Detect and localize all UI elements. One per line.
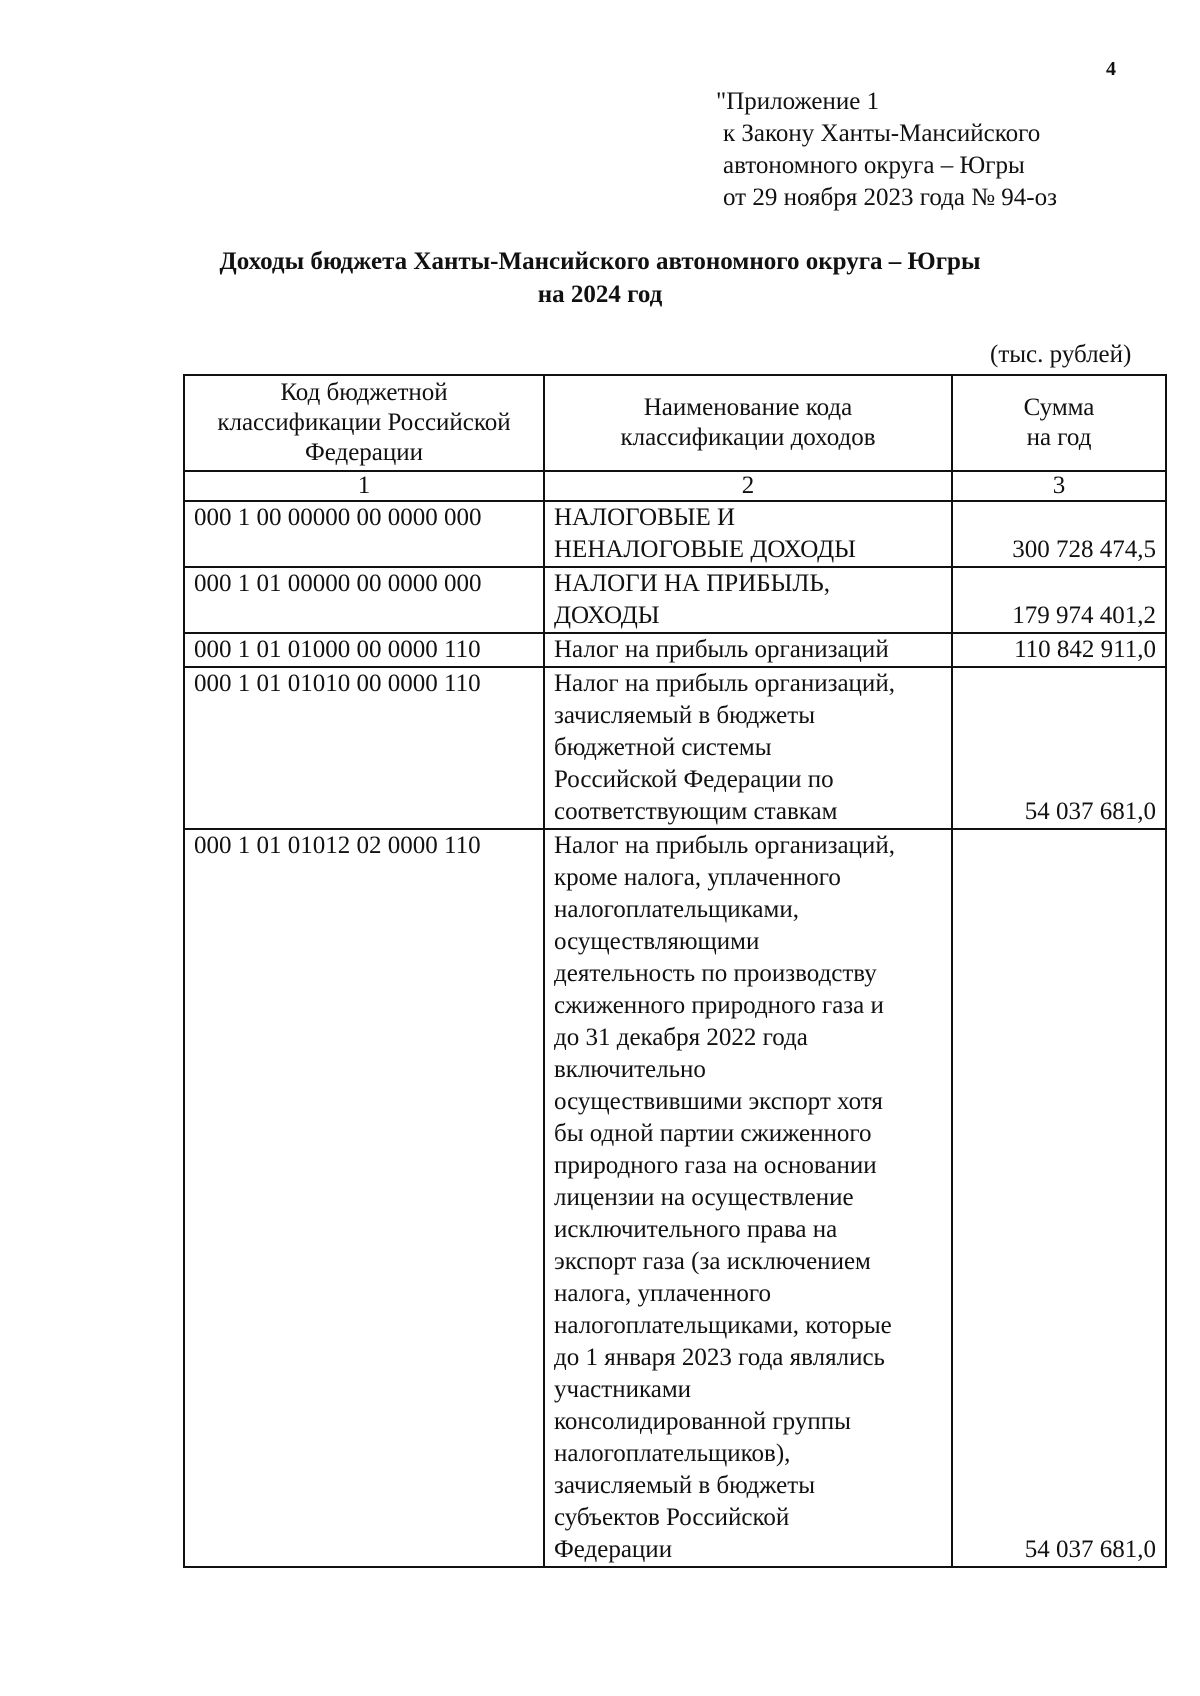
revenue-table [183, 374, 1167, 1568]
row-amount: 110 842 911,0 [952, 633, 1166, 667]
column-number-2: 2 [544, 471, 952, 501]
column-number-3: 3 [952, 471, 1166, 501]
table-row [184, 567, 1166, 633]
appendix-line-1: "Приложение 1 [716, 88, 880, 115]
row-code: 000 1 01 01010 00 0000 110 [184, 667, 544, 829]
row-amount: 300 728 474,5 [952, 501, 1166, 567]
appendix-line-3: автономного округа – Югры [723, 152, 1025, 179]
row-code: 000 1 00 00000 00 0000 000 [184, 501, 544, 567]
header-code: Код бюджетной классификации Российской Федерации [184, 375, 544, 471]
header-name: Наименование кода классификации доходов [544, 375, 952, 471]
row-name: Налог на прибыль организаций, зачисляемый в бюджеты бюджетной системы Российской Федерации по соответствующим ставкам [544, 667, 952, 829]
page-number: 4 [1106, 58, 1116, 80]
row-amount: 54 037 681,0 [952, 667, 1166, 829]
appendix-line-2: к Закону Ханты-Мансийского [723, 120, 1041, 147]
header-amount: Сумма на год [952, 375, 1166, 471]
table-row [184, 501, 1166, 567]
row-name: Налог на прибыль организаций, кроме налога, уплаченного налогоплательщиками, осуществляющими деятельность по производству сжиженного природного газа и до 31 декабря 2022 года включительно осуществившими экспорт хотя бы одной партии сжиженного природного газа на основании лицензии на осуществление исключительного права на экспорт газа (за исключением налога, уплаченного налогоплательщиками, которые до 1 января 2023 года являлись участниками консолидированной группы налогоплательщиков), зачисляемый в бюджеты субъектов Российской Федерации [544, 829, 952, 1567]
row-code: 000 1 01 01000 00 0000 110 [184, 633, 544, 667]
row-name: НАЛОГОВЫЕ И НЕНАЛОГОВЫЕ ДОХОДЫ [544, 501, 952, 567]
row-amount: 179 974 401,2 [952, 567, 1166, 633]
table-row [184, 633, 1166, 667]
appendix-line-4: от 29 ноября 2023 года № 94-оз [723, 184, 1057, 211]
row-amount: 54 037 681,0 [952, 829, 1166, 1567]
row-name: Налог на прибыль организаций [544, 633, 952, 667]
table-row [184, 829, 1166, 1567]
title-line-1: Доходы бюджета Ханты-Мансийского автономного округа – Югры [219, 248, 981, 275]
row-code: 000 1 01 01012 02 0000 110 [184, 829, 544, 1567]
row-name: НАЛОГИ НА ПРИБЫЛЬ, ДОХОДЫ [544, 567, 952, 633]
units-label: (тыс. рублей) [990, 341, 1132, 368]
column-number-row [184, 471, 1166, 501]
table-row [184, 667, 1166, 829]
column-number-1: 1 [184, 471, 544, 501]
document-title [150, 245, 1050, 311]
title-line-2: на 2024 год [537, 281, 663, 308]
row-code: 000 1 01 00000 00 0000 000 [184, 567, 544, 633]
table-header-row [184, 375, 1166, 471]
appendix-header [716, 86, 1057, 214]
